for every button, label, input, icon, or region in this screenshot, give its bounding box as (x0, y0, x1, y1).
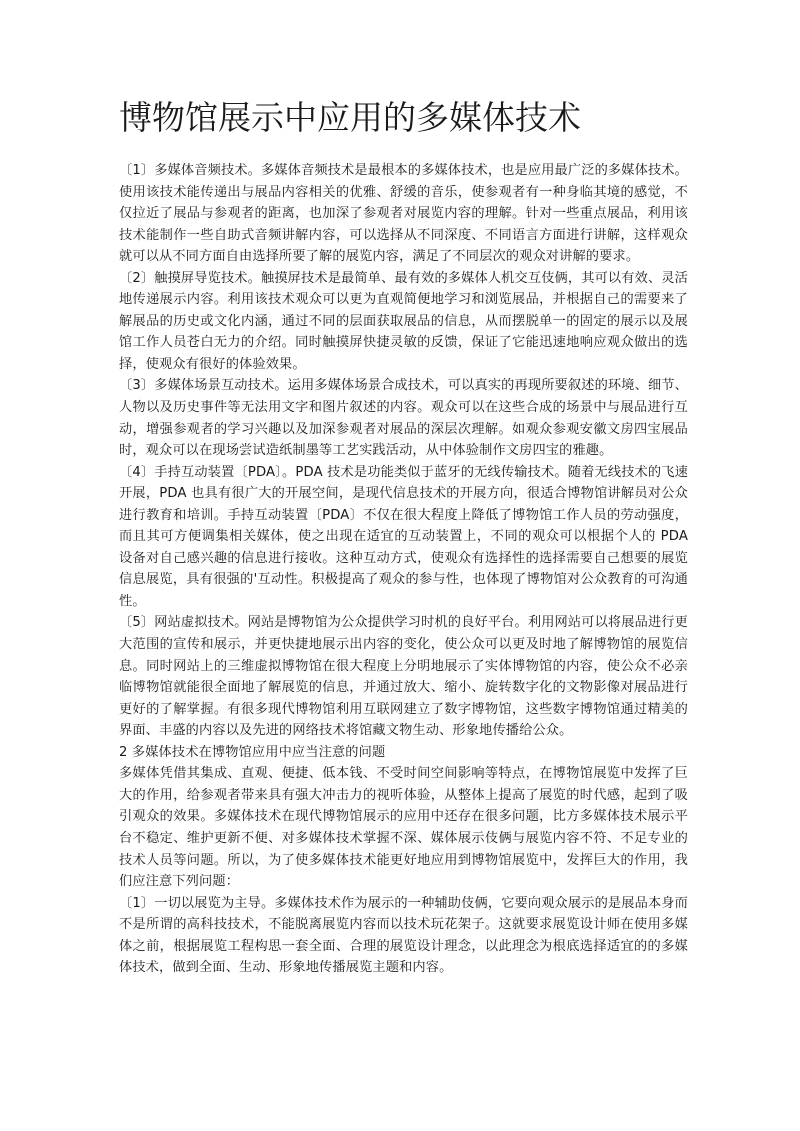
paragraph-issues-intro: 多媒体凭借其集成、直观、便捷、低本钱、不受时间空间影响等特点，在博物馆展览中发挥了巨大的作用，给参观者带来具有强大冲击力的视听体验，从整体上提高了展览的时代感，起到了吸引观众的效果。多媒体技术在现代博物馆展示的应用中还存在很多问题，比方多媒体技术展示平台不稳定、维护更新不便、对多媒体技术掌握不深、媒体展示伎俩与展览内容不符、不足专业的技术人员等问题。所以，为了使多媒体技术能更好地应用到博物馆展览中，发挥巨大的作用，我们应注意下列问题： (119, 766, 688, 890)
document-body (119, 160, 688, 979)
paragraph-website-virtual: 〔5〕网站虚拟技术。网站是博物馆为公众提供学习时机的良好平台。利用网站可以将展品进行更大范围的宣传和展示，并更快捷地展示出内容的变化，使公众可以更及时地了解博物馆的展览信息。同时网站上的三维虚拟博物馆在很大程度上分明地展示了实体博物馆的内容，使公众不必亲临博物馆就能很全面地了解展览的信息，并通过放大、缩小、旋转数字化的文物影像对展品进行更好的了解掌握。有很多现代博物馆利用互联网建立了数字博物馆，这些数字博物馆通过精美的界面、丰盛的内容以及先进的网络技术将馆藏文物生动、形象地传播给公众。 (119, 615, 688, 739)
paragraph-pda-device: 〔4〕手持互动装置〔PDA〕。PDA 技术是功能类似于蓝牙的无线传输技术。随着无线技术的飞速开展，PDA 也具有很广大的开展空间，是现代信息技术的开展方向，很适合博物馆讲解员对公众进行教育和培训。手持互动装置〔PDA〕不仅在很大程度上降低了博物馆工作人员的劳动强度，而且其可方便调集相关媒体，使之出现在适宜的互动装置上，不同的观众可以根据个人的 PDA 设备对自己感兴趣的信息进行接收。这种互动方式，使观众有选择性的选择需要自己想要的展览信息展览，具有很强的'互动性。积极提高了观众的参与性，也体现了博物馆对公众教育的可沟通性。 (119, 464, 688, 609)
paragraph-exhibition-led: 〔1〕一切以展览为主导。多媒体技术作为展示的一种辅助伎俩，它要向观众展示的是展品本身而不是所谓的高科技技术，不能脱离展览内容而以技术玩花架子。这就要求展览设计师在使用多媒体之前，根据展览工程构思一套全面、合理的展览设计理念，以此理念为根底选择适宜的的多媒体技术，做到全面、生动、形象地传播展览主题和内容。 (119, 895, 688, 976)
paragraph-audio-tech: 〔1〕多媒体音频技术。多媒体音频技术是最根本的多媒体技术，也是应用最广泛的多媒体技术。使用该技术能传递出与展品内容相关的优雅、舒缓的音乐，使参观者有一种身临其境的感觉，不仅拉近了展品与参观者的距离，也加深了参观者对展览内容的理解。针对一些重点展品，利用该技术能制作一些自助式音频讲解内容，可以选择从不同深度、不同语言方面进行讲解，这样观众就可以从不同方面自由选择所要了解的展览内容，满足了不同层次的观众对讲解的要求。 (119, 163, 688, 265)
paragraph-scene-interaction: 〔3〕多媒体场景互动技术。运用多媒体场景合成技术，可以真实的再现所要叙述的环境、细节、人物以及历史事件等无法用文字和图片叙述的内容。观众可以在这些合成的场景中与展品进行互动，增强参观者的学习兴趣以及加深参观者对展品的深层次理解。如观众参观安徽文房四宝展品时，观众可以在现场尝试造纸制墨等工艺实践活动，从中体验制作文房四宝的雅趣。 (119, 378, 688, 459)
section-heading-2: 2 多媒体技术在博物馆应用中应当注意的问题 (119, 744, 386, 760)
paragraph-touchscreen-tech: 〔2〕触摸屏导览技术。触摸屏技术是最简单、最有效的多媒体人机交互伎俩，其可以有效、灵活地传递展示内容。利用该技术观众可以更为直观简便地学习和浏览展品，并根据自己的需要来了解展品的历史或文化内涵，通过不同的层面获取展品的信息，从而摆脱单一的固定的展示以及展馆工作人员苍白无力的介绍。同时触摸屏快捷灵敏的反馈，保证了它能迅速地响应观众做出的选择，使观众有很好的体验效果。 (119, 270, 688, 372)
document-title: 博物馆展示中应用的多媒体技术 (119, 98, 581, 137)
